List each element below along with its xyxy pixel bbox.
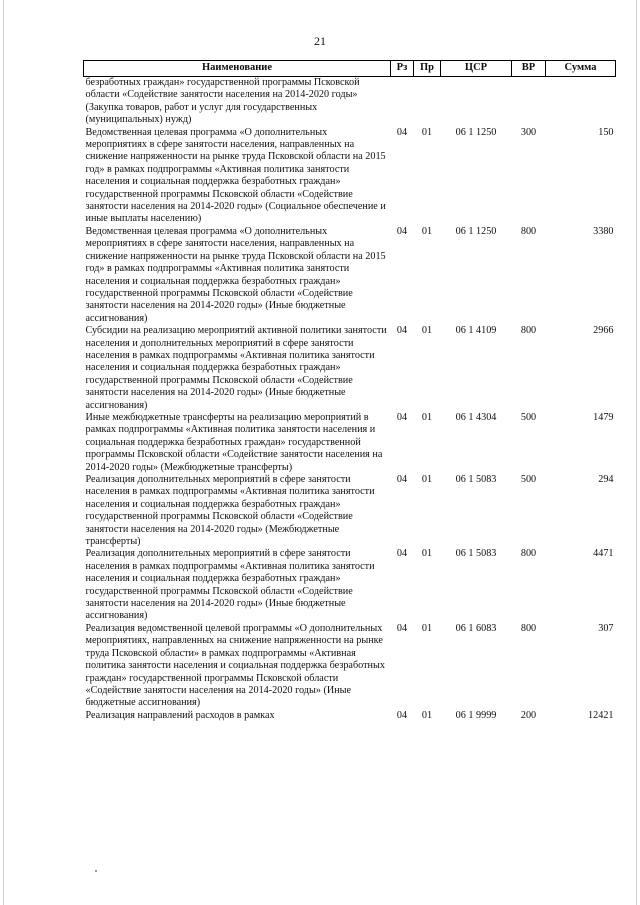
table-row (84, 325, 616, 412)
cell-vr: 500 (520, 411, 537, 423)
cell-vr: 800 (520, 225, 537, 237)
table-body (84, 77, 616, 723)
cell-sum: 4471 (593, 548, 614, 560)
cell-csr: 06 1 1250 (455, 225, 497, 237)
cell-sum: 1479 (593, 411, 614, 423)
table-row (84, 623, 616, 710)
cell-name: Реализация дополнительных мероприятий в сфере занятости населения в рамках подпрограммы «Активная политика занятости населения и социальная поддержка безработных граждан» государственной программы Псковской области «Содействие занятости населения на 2014-2020 годы» (Иные бюджетные ассигнования) (85, 548, 375, 622)
cell-name: Иные межбюджетные трансферты на реализацию мероприятий в рамках подпрограммы «Активная политика занятости населения и социальная поддержка безработных граждан» государственной программы Псковской области «Содействие занятости населения на 2014-2020 годы» (Межбюджетные трансферты) (85, 411, 383, 473)
budget-table (83, 60, 616, 722)
scan-speck (95, 870, 97, 872)
cell-name: Реализация направлений расходов в рамках (85, 709, 275, 721)
cell-pr: 01 (421, 548, 433, 560)
cell-rz: 04 (396, 225, 408, 237)
cell-sum: 12421 (588, 709, 614, 721)
cell-sum: 2966 (593, 325, 614, 337)
cell-name: Реализация дополнительных мероприятий в сфере занятости населения в рамках подпрограммы «Активная политика занятости населения и социальная поддержка безработных граждан» государственной программы Псковской области «Содействие занятости населения на 2014-2020 годы» (Межбюджетные трансферты) (85, 474, 375, 548)
cell-csr: 06 1 1250 (455, 126, 497, 138)
cell-csr: 06 1 9999 (455, 709, 497, 721)
cell-vr: 300 (520, 126, 537, 138)
cell-pr: 01 (421, 411, 433, 423)
table-row (84, 127, 616, 226)
cell-pr: 01 (421, 474, 433, 485)
cell-rz: 04 (396, 474, 408, 485)
cell-csr: 06 1 4304 (455, 411, 497, 423)
header-name: Наименование (84, 61, 391, 77)
cell-sum: 294 (598, 474, 614, 485)
cell-pr: 01 (421, 622, 433, 634)
cell-sum: 150 (598, 126, 614, 138)
cell-rz: 04 (396, 548, 408, 560)
header-sum: Сумма (546, 61, 616, 77)
table-row (84, 226, 616, 325)
cell-pr: 01 (421, 126, 433, 138)
cell-vr: 200 (520, 709, 537, 721)
header-rz: Рз (391, 61, 414, 77)
cell-csr: 06 1 5083 (455, 474, 497, 485)
cell-csr (441, 77, 512, 127)
cell-vr: 500 (520, 474, 537, 485)
cell-vr: 800 (520, 622, 537, 634)
cell-csr: 06 1 5083 (455, 548, 497, 560)
cell-vr: 800 (520, 548, 537, 560)
cell-csr: 06 1 6083 (455, 622, 497, 634)
cell-vr (512, 77, 546, 127)
table-row (84, 474, 616, 548)
header-csr: ЦСР (441, 61, 512, 77)
cell-pr: 01 (421, 709, 433, 721)
cell-name: Ведомственная целевая программа «О дополнительных мероприятиях в сфере занятости населения, направленных на снижение напряженности на рынке труда Псковской области на 2015 год» в рамках подпрограммы «Активная политика занятости населения и социальная поддержка безработных граждан» государственной программы Псковской области «Содействие занятости населения на 2014-2020 годы» (Иные бюджетные ассигнования) (85, 225, 386, 324)
scan-edge-left (3, 0, 4, 905)
table-row (84, 77, 616, 127)
page-number: 21 (314, 34, 326, 48)
table-header-row (84, 61, 616, 77)
cell-rz: 04 (396, 411, 408, 423)
cell-rz: 04 (396, 622, 408, 634)
header-vr: ВР (512, 61, 546, 77)
cell-name: Ведомственная целевая программа «О дополнительных мероприятиях в сфере занятости населения, направленных на снижение напряженности на рынке труда Псковской области на 2015 год» в рамках подпрограммы «Активная политика занятости населения и социальная поддержка безработных граждан» государственной программы Псковской области «Содействие занятости населения на 2014-2020 годы» (Социальное обеспечение и иные выплаты населению) (85, 126, 386, 225)
cell-sum (546, 77, 616, 127)
cell-pr: 01 (421, 325, 433, 337)
cell-rz: 04 (396, 126, 408, 138)
cell-rz: 04 (396, 709, 408, 721)
scan-edge-right (636, 0, 637, 905)
table-row (84, 412, 616, 474)
cell-pr (414, 77, 441, 127)
cell-name: безработных граждан» государственной программы Псковской области «Содействие занятости населения на 2014-2020 годы» (Закупка товаров, работ и услуг для государственных (муниципальных) нужд) (85, 77, 360, 126)
cell-name: Реализация ведомственной целевой программы «О дополнительных мероприятиях, направленных на снижение напряженности на рынке труда Псковской области» в рамках подпрограммы «Активная политика занятости населения и социальная поддержка безработных граждан» государственной программы Псковской области «Содействие занятости населения на 2014-2020 годы» (Иные бюджетные ассигнования) (85, 622, 385, 709)
table-row (84, 548, 616, 622)
cell-vr: 800 (520, 325, 537, 337)
cell-name: Субсидии на реализацию мероприятий активной политики занятости населения и дополнительных мероприятий в сфере занятости населения в рамках подпрограммы «Активная политика занятости населения и социальная поддержка безработных граждан» государственной программы Псковской области «Содействие занятости населения на 2014-2020 годы» (Иные бюджетные ассигнования) (85, 325, 387, 411)
header-pr: Пр (414, 61, 441, 77)
cell-sum: 3380 (593, 225, 614, 237)
table-row (84, 710, 616, 722)
cell-csr: 06 1 4109 (455, 325, 497, 337)
cell-pr: 01 (421, 225, 433, 237)
cell-rz: 04 (396, 325, 408, 337)
cell-sum: 307 (598, 622, 614, 634)
cell-rz (391, 77, 414, 127)
